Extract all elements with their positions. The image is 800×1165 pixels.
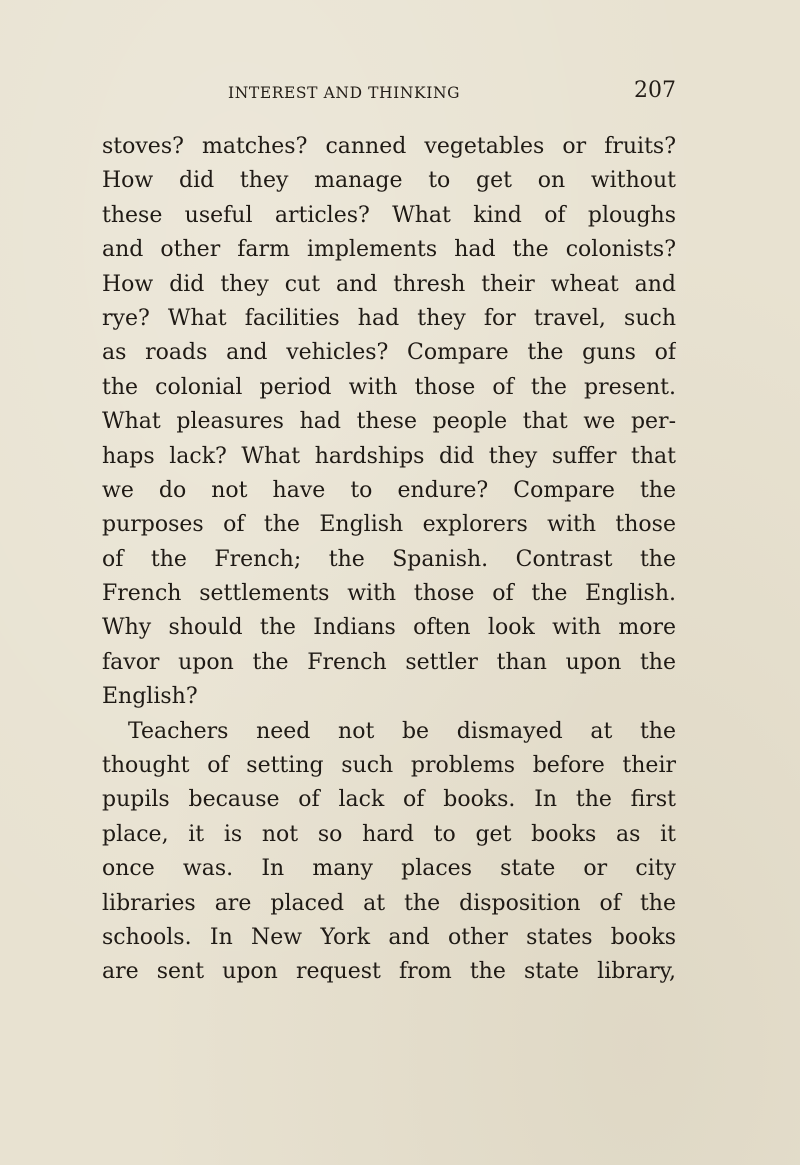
text-line: as roads and vehicles? Compare the guns of [102,340,676,366]
text-line: rye? What facilities had they for travel, such [102,305,676,331]
text-line: thought of setting such problems before their [102,753,676,779]
text-line: we do not have to endure? Compare the [102,477,676,503]
text-line: these useful articles? What kind of ploughs [102,202,676,228]
text-line: Teachers need not be dismayed at the [128,718,676,744]
text-line: of the French; the Spanish. Contrast the [102,546,676,572]
text-line: How did they cut and thresh their wheat and [102,271,676,297]
text-line: libraries are placed at the disposition of the [102,890,676,916]
text-line: are sent upon request from the state library, [102,959,676,985]
text-line: once was. In many places state or city [102,856,676,882]
body-text [102,130,676,990]
text-line: haps lack? What hardships did they suffer that [102,443,676,469]
text-line: favor upon the French settler than upon the [102,649,676,675]
running-title: INTEREST AND THINKING [228,84,461,102]
text-line: French settlements with those of the English. [102,581,676,607]
text-line: schools. In New York and other states books [102,924,676,950]
text-line: How did they manage to get on without [102,168,676,194]
text-line: Why should the Indians often look with more [102,615,676,641]
text-line: pupils because of lack of books. In the first [102,787,676,813]
page-number: 207 [634,78,676,103]
text-line: the colonial period with those of the present. [102,374,676,400]
text-line: and other farm implements had the colonists? [102,237,676,263]
text-line: purposes of the English explorers with those [102,512,676,538]
text-line: stoves? matches? canned vegetables or fruits? [102,134,676,159]
text-line: place, it is not so hard to get books as it [102,821,676,847]
running-head [228,80,676,108]
text-line: What pleasures had these people that we per- [102,409,676,435]
text-line: English? [102,684,198,710]
